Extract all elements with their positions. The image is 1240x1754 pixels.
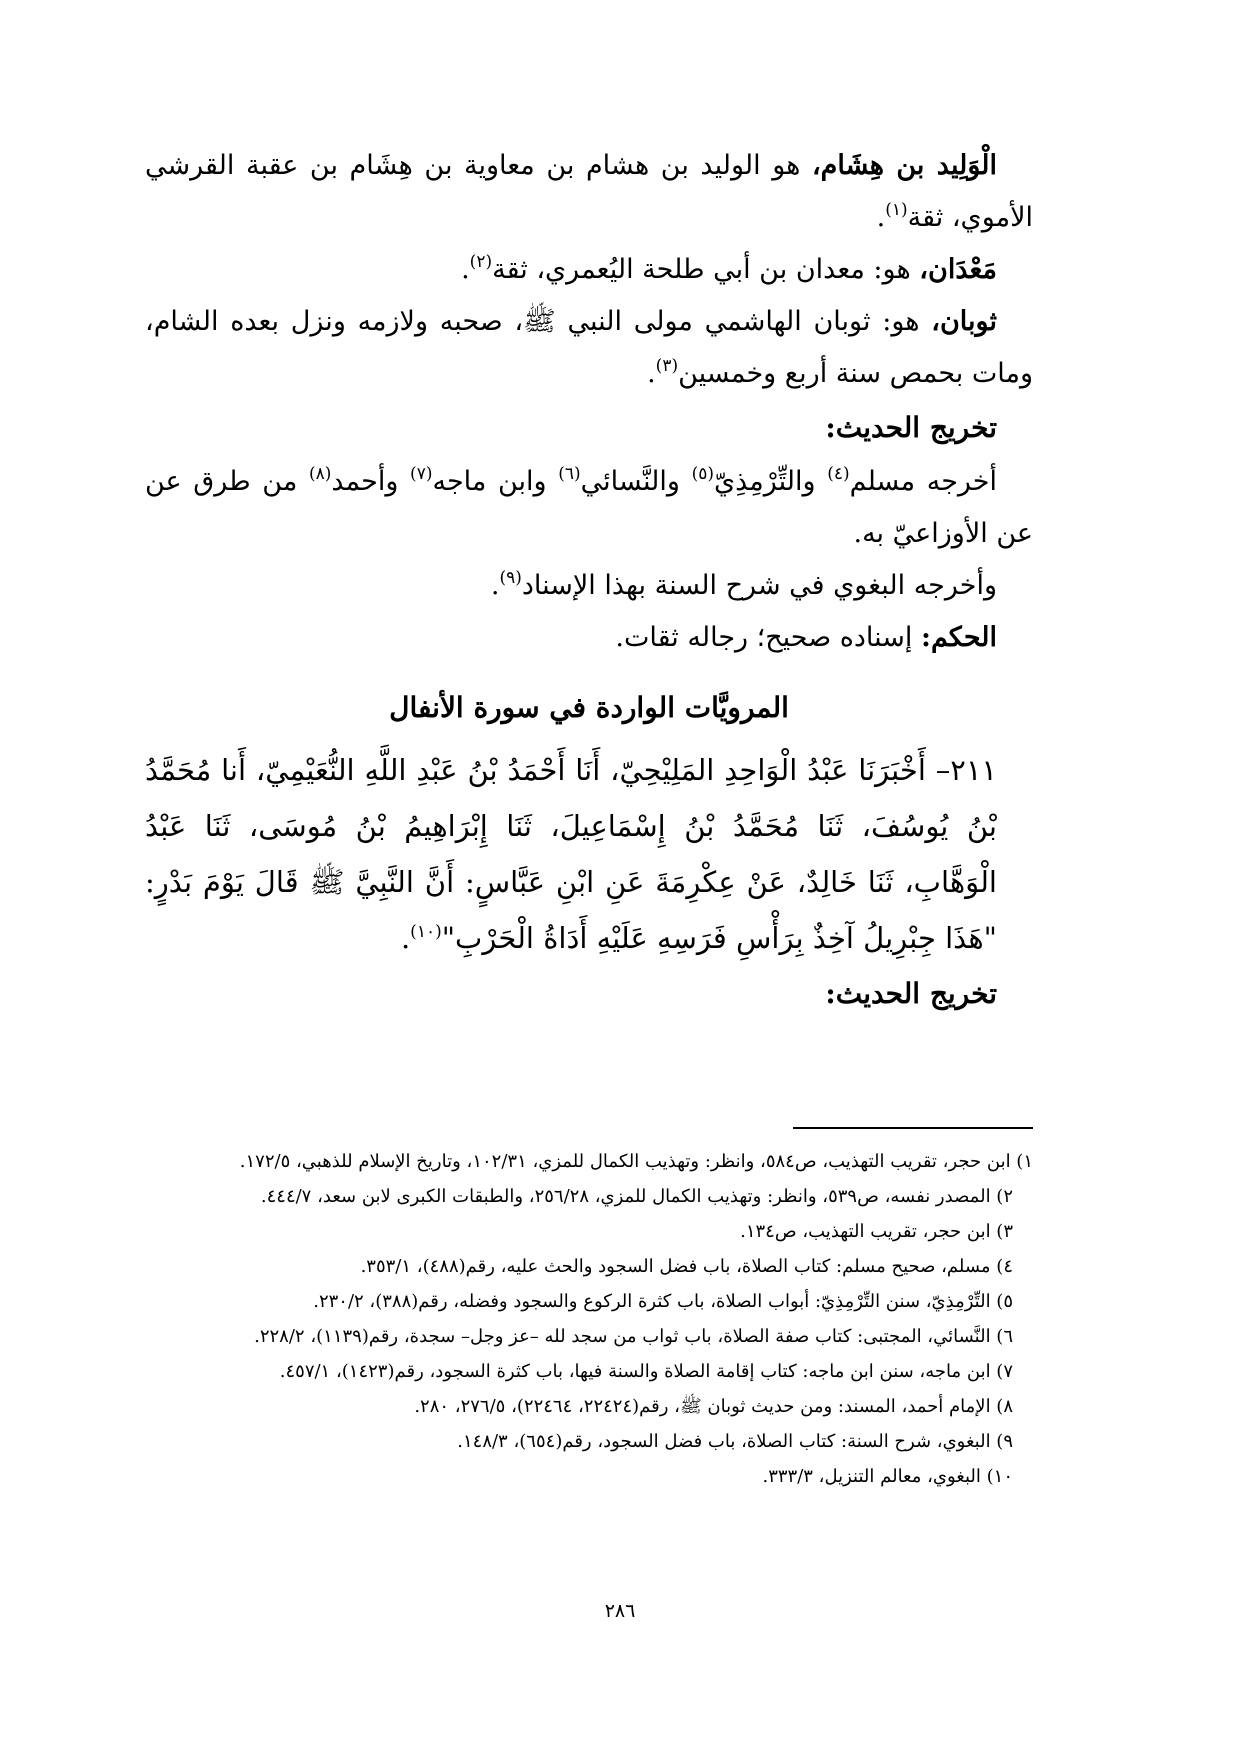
takhrij-text: من طرق عن عن الأوزاعيّ به. [145, 466, 1033, 549]
narrator-name: ثوبان، [931, 306, 997, 337]
takhrij-text: وأحمد [331, 466, 411, 497]
takhrij-text: والتِّرْمِذِيّ [713, 466, 828, 497]
footnotes [145, 1144, 1033, 1494]
footnote-4: ٤) مسلم، صحيح مسلم: كتاب الصلاة، باب فضل السجود والحث عليه، رقم(٤٨٨)، ٣٥٣/١. [360, 1256, 1013, 1277]
footnote-1: ١) ابن حجر، تقريب التهذيب، ص٥٨٤، وانظر: وتهذيب الكمال للمزي، ١٠٢/٣١، وتاريخ الإسلام للذهبي، ١٧٢/٥. [239, 1151, 1033, 1172]
footnote-8: ٨) الإمام أحمد، المسند: ومن حديث ثوبان ﷺ، رقم(٢٢٤٢٤، ٢٢٤٦٤)، ٢٧٦/٥، ٢٨٠. [414, 1396, 1013, 1417]
takhrij-text: أخرجه مسلم [849, 466, 997, 497]
takhrij-text: والنَّسائي [580, 466, 692, 497]
footnote-5: ٥) التِّرْمِذِيّ، سنن التِّرْمِذِيّ: أبواب الصلاة، باب كثرة الركوع والسجود وفضله، رقم(٣٨٨)، ٢٣٠/٢. [313, 1291, 1013, 1312]
hadith-body: ٢١١– أَخْبَرَنَا عَبْدُ الْوَاحِدِ المَلِيْحِيّ، أَنَا أَحْمَدُ بْنُ عَبْدِ اللَّهِ النُّعَيْمِيّ، أَنا مُحَمَّدُ بْنُ يُوسُفَ، ثَنَا مُحَمَّدُ بْنُ إِسْمَاعِيلَ، ثَنَا إِبْرَاهِيمُ بْنُ مُوسَى، ثَنَا عَبْدُ الْوَهَّابِ، ثَنَا خَالِدٌ، عَنْ عِكْرِمَةَ عَنِ ابْنِ عَبَّاسٍ: أَنَّ النَّبِيَّ ﷺ قَالَ يَوْمَ بَدْرٍ: "هَذَا جِبْرِيلُ آخِذٌ بِرَأْسِ فَرَسِهِ عَلَيْهِ أَدَاةُ الْحَرْبِ" [145, 753, 997, 955]
takhrij-paragraph [145, 456, 1033, 560]
sentence-end: . [490, 570, 500, 601]
narrator-description: هو: معدان بن أبي طلحة اليُعمري، ثقة [492, 254, 920, 285]
main-text [145, 140, 1033, 1022]
footnote-ref[interactable]: (٦) [558, 464, 581, 484]
narrator-paragraph-walid [145, 140, 1033, 244]
takhrij-text: وابن ماجه [432, 466, 559, 497]
footnote-separator [793, 1127, 1033, 1129]
narrator-description: هو: ثوبان الهاشمي مولى النبي ﷺ، صحبه ولازمه ونزل بعده الشام، ومات بحمص سنة أربع وخمسين [145, 306, 1033, 389]
takhrij-heading-2: تخريج الحديث: [825, 977, 997, 1010]
ruling-paragraph [145, 612, 1033, 664]
footnote-ref[interactable]: (٧) [410, 464, 433, 484]
sentence-end: . [400, 921, 411, 955]
narrator-description: هو الوليد بن هشام بن معاوية بن هِشَام بن عقبة القرشي الأموي، ثقة [145, 150, 1033, 233]
section-title: المرويَّات الواردة في سورة الأنفال [389, 691, 789, 724]
footnote-2: ٢) المصدر نفسه، ص٥٣٩، وانظر: وتهذيب الكمال للمزي، ٢٥٦/٢٨، والطبقات الكبرى لابن سعد، ٤٤٤/٧. [260, 1186, 1013, 1207]
hadith-text [145, 742, 1033, 966]
footnote-ref[interactable]: (٩) [499, 568, 522, 588]
footnote-6: ٦) النَّسائي، المجتبى: كتاب صفة الصلاة، باب ثواب من سجد لله –عز وجل– سجدة، رقم(١١٣٩)، ٢٢٨/٢. [254, 1326, 1013, 1347]
narrator-paragraph-madan [145, 244, 1033, 296]
footnote-10: ١٠) البغوي، معالم التنزيل، ٣٣٣/٣. [762, 1466, 1013, 1487]
baghawi-text: وأخرجه البغوي في شرح السنة بهذا الإسناد [521, 570, 997, 601]
footnote-ref[interactable]: (٢) [469, 252, 493, 272]
takhrij-heading: تخريج الحديث: [825, 411, 997, 444]
footnote-ref[interactable]: (٤) [827, 464, 850, 484]
ruling-text: إسناده صحيح؛ رجاله ثقات. [615, 622, 921, 653]
baghawi-paragraph [145, 560, 1033, 612]
footnote-3: ٣) ابن حجر، تقريب التهذيب، ص١٣٤. [740, 1221, 1013, 1242]
sentence-end: . [876, 202, 886, 233]
footnote-7: ٧) ابن ماجه، سنن ابن ماجه: كتاب إقامة الصلاة والسنة فيها، باب كثرة السجود، رقم(١٤٢٣)، ٤٥٧/١. [279, 1361, 1013, 1382]
footnote-ref[interactable]: (٥) [691, 464, 714, 484]
page-number: ٢٨٦ [604, 1600, 636, 1622]
narrator-paragraph-thawban [145, 296, 1033, 400]
narrator-name: الْوَلِيد بن هِشَام، [811, 150, 998, 181]
narrator-name: مَعْدَان، [919, 254, 997, 285]
sentence-end: . [647, 358, 656, 389]
footnote-ref[interactable]: (٣) [655, 356, 679, 376]
footnote-ref[interactable]: (١٠) [410, 922, 442, 942]
footnote-ref[interactable]: (١) [885, 200, 908, 220]
footnote-9: ٩) البغوي، شرح السنة: كتاب الصلاة، باب فضل السجود، رقم(٦٥٤)، ١٤٨/٣. [457, 1431, 1013, 1452]
ruling-label: الحكم: [920, 622, 997, 653]
sentence-end: . [461, 254, 470, 285]
footnote-ref[interactable]: (٨) [308, 464, 332, 484]
